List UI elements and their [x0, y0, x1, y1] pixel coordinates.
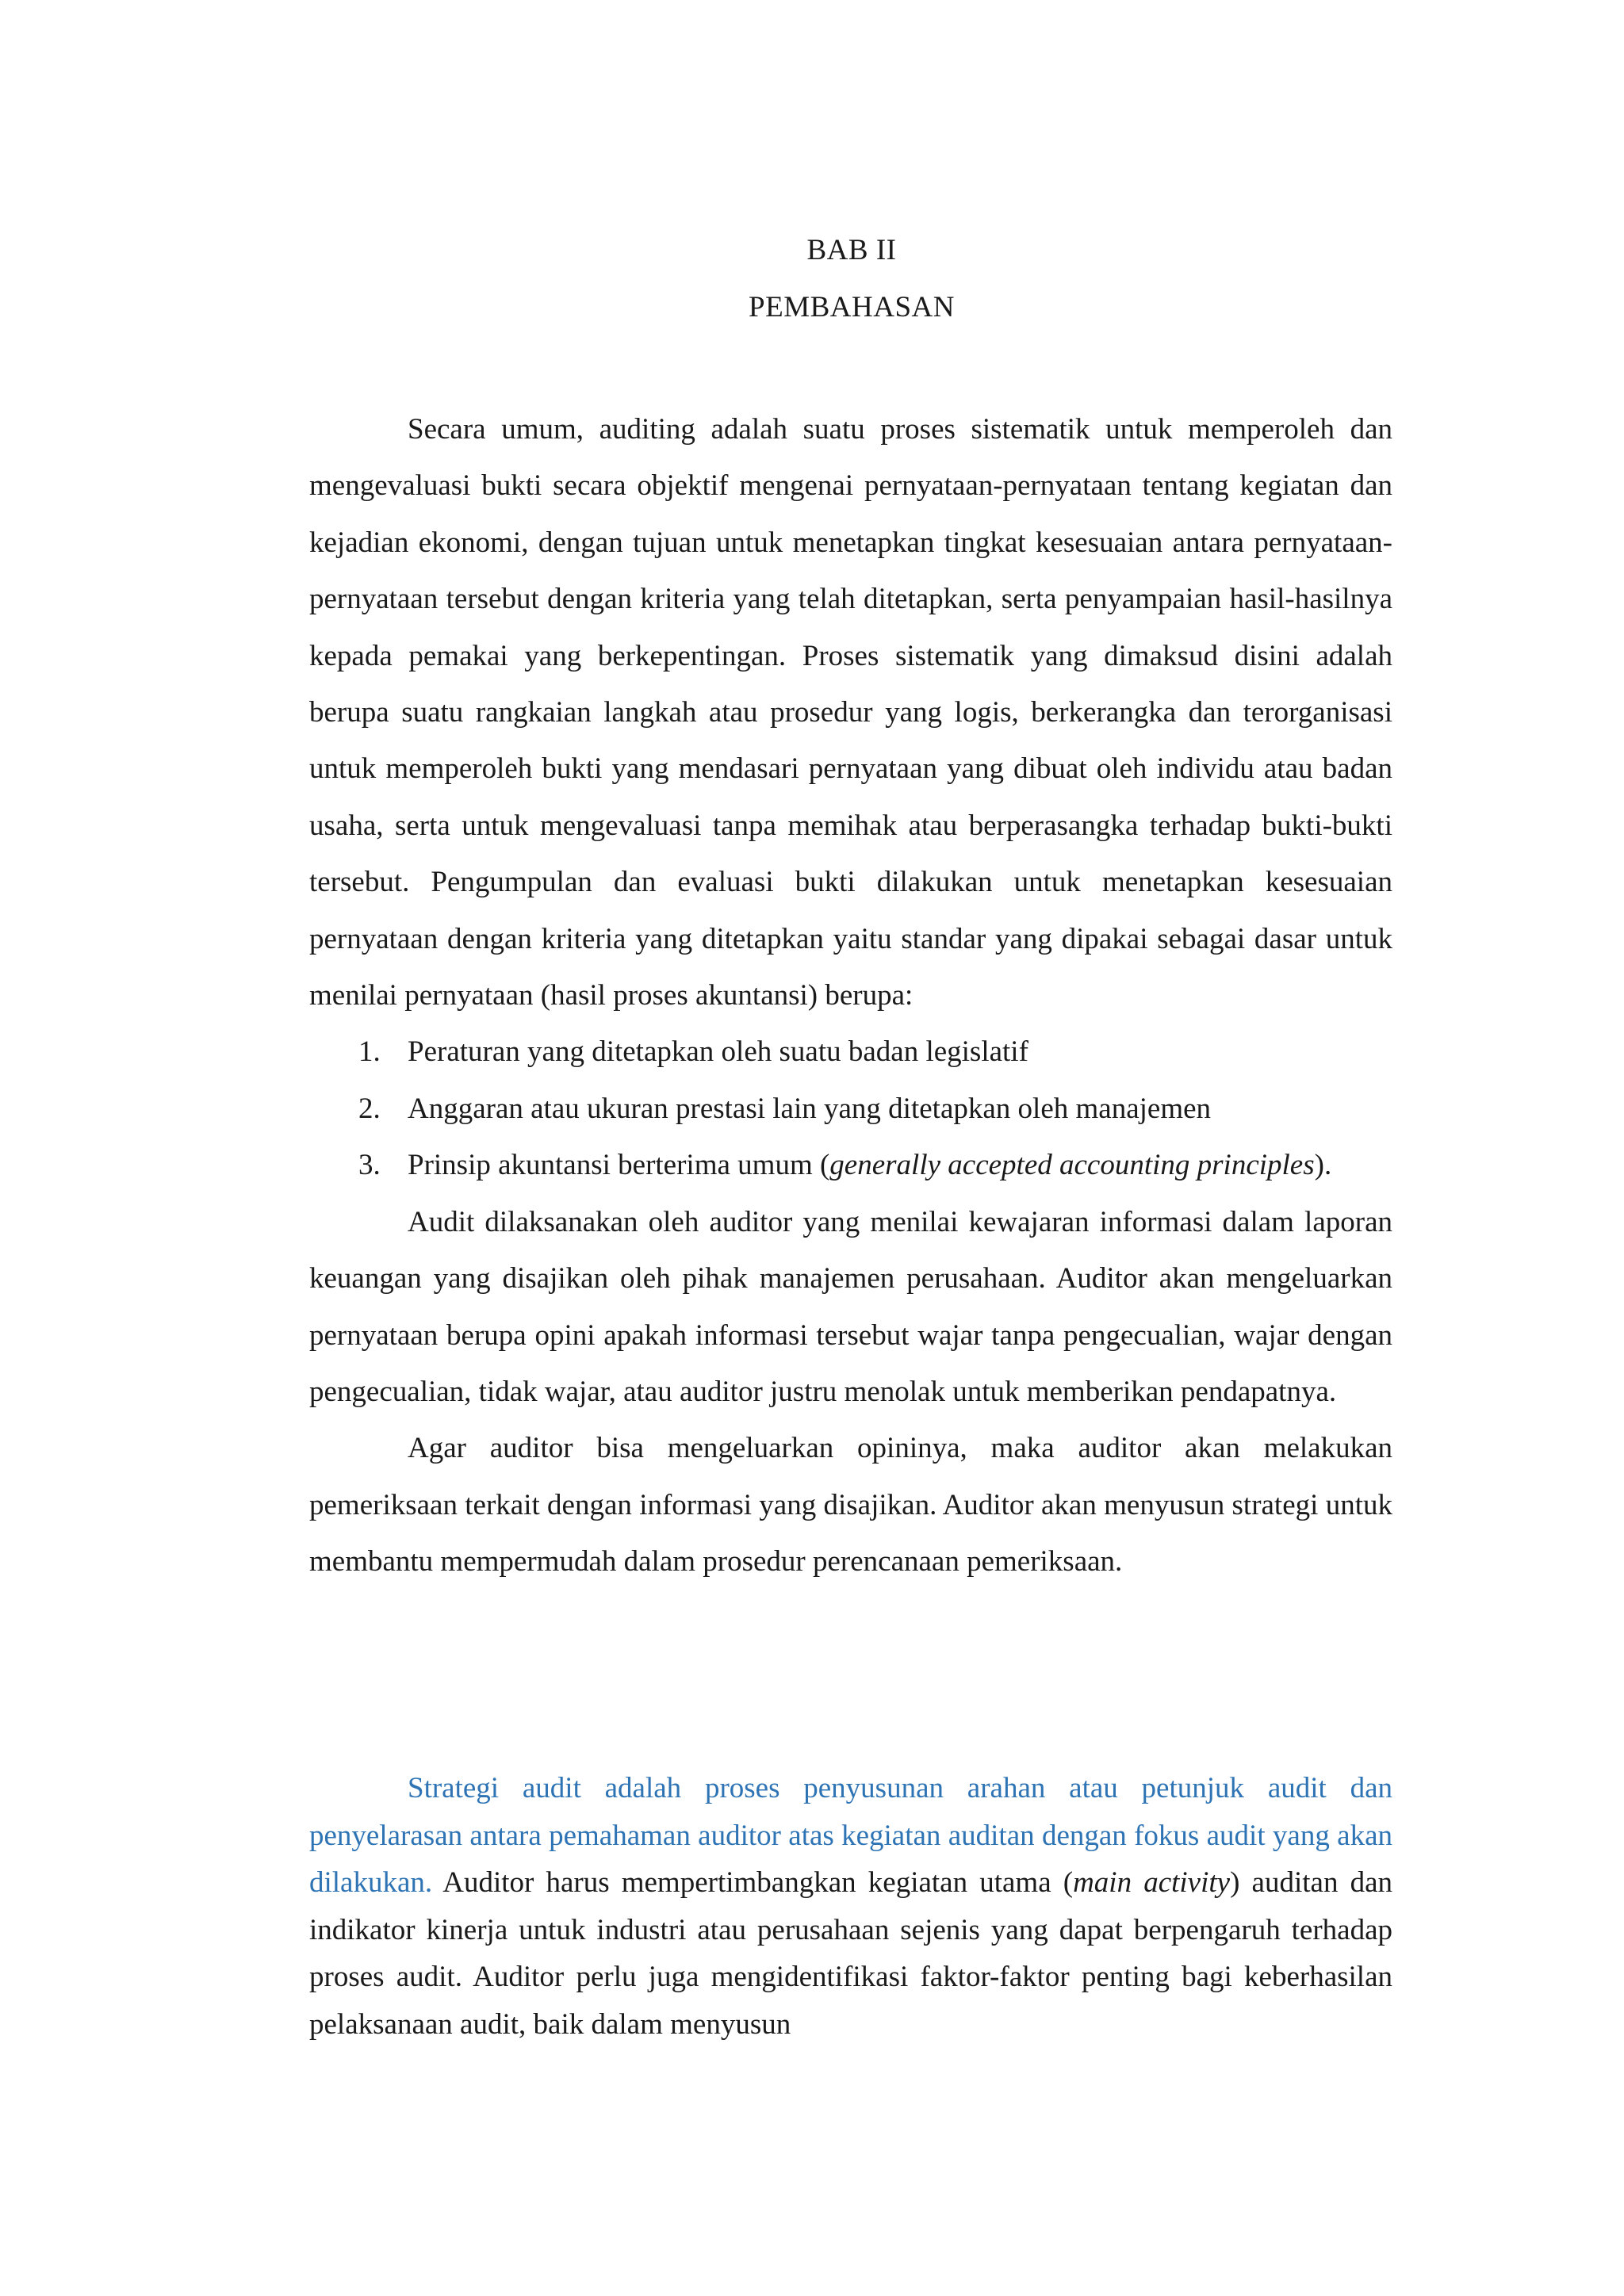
body-single-spaced: [309, 1765, 1392, 2048]
list-item: [309, 1024, 1392, 1080]
italic-term: main activity: [1073, 1866, 1231, 1899]
paragraph-auditing-definition: Secara umum, auditing adalah suatu proses sistematik untuk memperoleh dan mengevaluasi bukti secara objektif mengenai pernyataan-pernyataan tentang kegiatan dan kejadian ekonomi, dengan tujuan untuk menetapkan tingkat kesesuaian antara pernyataan-pernyataan tersebut dengan kriteria yang telah ditetapkan, serta penyampaian hasil-hasilnya kepada pemakai yang berkepentingan. Proses sistematik yang dimaksud disini adalah berupa suatu rangkaian langkah atau prosedur yang logis, berkerangka dan terorganisasi untuk memperoleh bukti yang mendasari pernyataan yang dibuat oleh individu atau badan usaha, serta untuk mengevaluasi tanpa memihak atau berperasangka terhadap bukti-bukti tersebut. Pengumpulan dan evaluasi bukti dilakukan untuk menetapkan kesesuaian pernyataan dengan kriteria yang ditetapkan yaitu standar yang dipakai sebagai dasar untuk menilai pernyataan (hasil proses akuntansi) berupa:: [309, 413, 1392, 1012]
paragraph-audit-opinion: Audit dilaksanakan oleh auditor yang menilai kewajaran informasi dalam laporan keuangan yang disajikan oleh pihak manajemen perusahaan. Auditor akan mengeluarkan pernyataan berupa opini apakah informasi tersebut wajar tanpa pengecualian, wajar dengan pengecualian, tidak wajar, atau auditor justru menolak untuk memberikan pendapatnya.: [309, 1205, 1392, 1408]
chapter-title: PEMBAHASAN: [749, 291, 955, 323]
paragraph-text: Auditor harus mempertimbangkan kegiatan utama (: [432, 1866, 1074, 1899]
list-item-text: Prinsip akuntansi berterima umum (: [408, 1149, 830, 1182]
body-double-spaced: [309, 401, 1392, 1590]
list-item-text-after: ).: [1314, 1149, 1332, 1182]
paragraph-text: ) auditan dan indikator kinerja untuk industri atau perusahaan sejenis yang dapat berpengaruh terhadap proses audit. Auditor perlu juga mengidentifikasi faktor-faktor penting bagi keberhasilan pelaksanaan audit, baik dalam menyusun: [309, 1866, 1392, 2041]
list-item-text: Anggaran atau ukuran prestasi lain yang ditetapkan oleh manajemen: [408, 1092, 1212, 1125]
list-item: [309, 1137, 1392, 1193]
paragraph-audit-strategy-intro: Agar auditor bisa mengeluarkan opininya, maka auditor akan melakukan pemeriksaan terkait dengan informasi yang disajikan. Auditor akan menyusun strategi untuk membantu mempermudah dalam prosedur perencanaan pemeriksaan.: [309, 1432, 1392, 1578]
criteria-list: [309, 1024, 1392, 1193]
list-item-italic-text: generally accepted accounting principles: [829, 1149, 1315, 1182]
list-item: [309, 1081, 1392, 1137]
chapter-number: BAB II: [806, 234, 897, 266]
list-number: 2.: [358, 1092, 381, 1125]
paragraph-strategy-definition: [309, 1765, 1392, 2048]
list-number: 3.: [358, 1149, 381, 1182]
highlighted-text: Strategi audit adalah proses penyusunan arahan atau petunjuk audit dan penyelarasan antara pemahaman auditor atas kegiatan auditan dengan fokus audit yang akan dilakukan.: [309, 1772, 1392, 1899]
list-number: 1.: [358, 1035, 381, 1069]
list-item-text: Peraturan yang ditetapkan oleh suatu badan legislatif: [408, 1035, 1028, 1069]
